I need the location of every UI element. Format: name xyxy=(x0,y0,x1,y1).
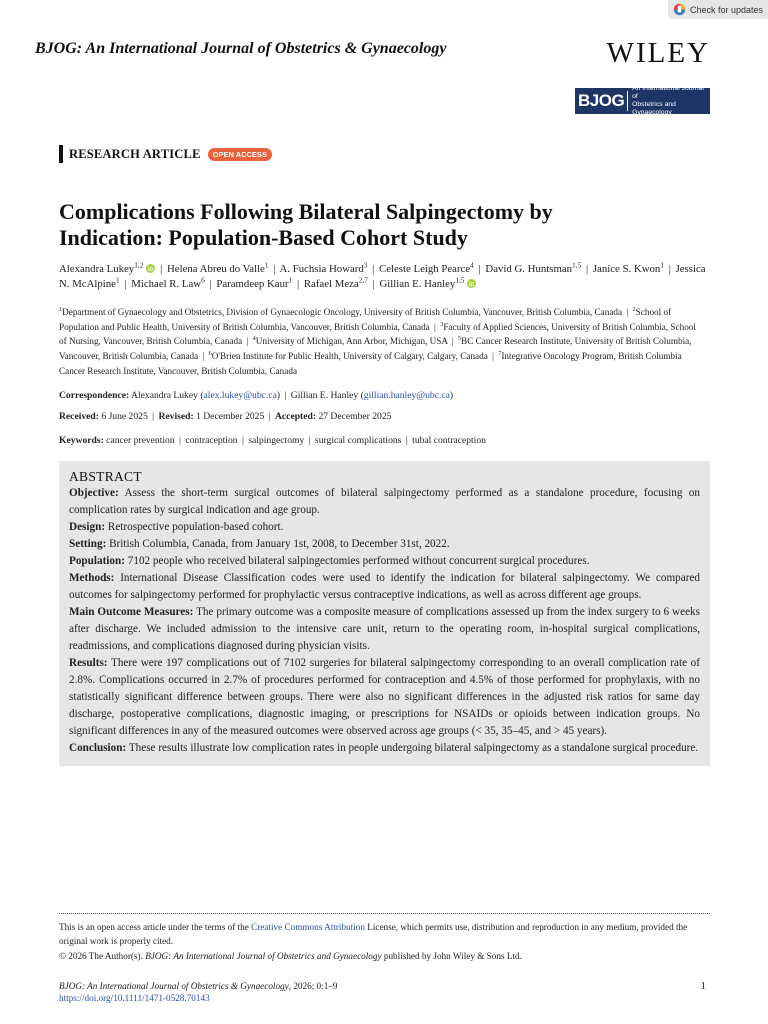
keyword-separator: | xyxy=(308,435,311,446)
keyword: cancer prevention xyxy=(106,435,175,446)
abstract-section xyxy=(69,519,700,536)
keyword-separator: | xyxy=(179,435,181,446)
email-link[interactable]: gillian.hanley@ubc.ca xyxy=(363,390,450,401)
accepted-label: Accepted: xyxy=(275,411,317,422)
article-type: RESEARCH ARTICLE xyxy=(69,146,201,161)
abstract-section-label: Results: xyxy=(69,657,108,669)
author-separator: | xyxy=(585,263,589,275)
accepted-date: 27 December 2025 xyxy=(318,411,392,422)
orcid-icon[interactable] xyxy=(467,279,476,288)
license-link[interactable]: Creative Commons Attribution xyxy=(251,922,365,932)
abstract-section-label: Population: xyxy=(69,555,125,567)
abstract-section-label: Main Outcome Measures: xyxy=(69,606,194,618)
abstract-section-label: Setting: xyxy=(69,538,107,550)
email-link[interactable]: alex.lukey@ubc.ca xyxy=(203,390,277,401)
affiliation-text: BC Cancer Research Institute, University of British Columbia, Vancouver, British Columbia, Canada xyxy=(59,336,692,362)
affiliation-separator: | xyxy=(202,351,205,362)
affiliation-text: School of Population and Public Health, University of British Columbia, Vancouver, British Columbia, Canada xyxy=(59,307,672,332)
author-affiliation-marker: 1 xyxy=(288,274,293,284)
license-note xyxy=(59,921,710,948)
journal-header: BJOG: An International Journal of Obstetrics & Gynaecology xyxy=(35,40,447,57)
journal-logo-tagline xyxy=(632,85,710,117)
affiliation-text: University of Michigan, Ann Arbor, Michigan, USA xyxy=(255,336,448,347)
author-name: Alexandra Lukey xyxy=(59,263,135,275)
correspondence-separator: | xyxy=(284,390,287,401)
revised-date: 1 December 2025 xyxy=(196,411,265,422)
paren: ( xyxy=(360,390,364,401)
check-for-updates-label: Check for updates xyxy=(690,4,764,15)
author-separator: | xyxy=(160,263,163,275)
affiliation-number: 1 xyxy=(59,305,63,313)
keyword: surgical complications xyxy=(315,435,402,446)
footer-divider xyxy=(59,913,710,914)
affiliation-number: 6 xyxy=(208,350,212,358)
abstract-section xyxy=(69,485,700,519)
affiliation-text: O'Brien Institute for Public Health, University of Calgary, Calgary, Canada xyxy=(211,351,488,362)
license-text: This is an open access article under the terms of the xyxy=(59,922,252,932)
author-name: Paramdeep Kaur xyxy=(216,277,289,290)
author xyxy=(59,260,144,275)
author-name: A. Fuchsia Howard xyxy=(279,263,364,275)
copyright-journal: BJOG: An International Journal of Obstetrics and Gynaecology xyxy=(145,951,382,961)
author-name: David G. Huntsman xyxy=(485,263,573,275)
correspondence-label: Correspondence: xyxy=(59,390,130,401)
keyword: salpingectomy xyxy=(248,435,305,446)
license-text: License, which permits use, distribution and reproduction in any medium, provided the original work is properly cited. xyxy=(59,922,688,946)
paren: ( xyxy=(200,390,204,401)
keywords xyxy=(59,434,486,447)
author-affiliation-marker: 3 xyxy=(363,260,368,270)
affiliation-separator: | xyxy=(492,351,494,362)
journal-logo xyxy=(575,85,710,116)
affiliation-text: Department of Gynaecology and Obstetrics, Division of Gynaecologic Oncology, University of British Columbia, Vancouver, British Columbia, Canada xyxy=(62,307,623,317)
abstract-section xyxy=(69,604,700,655)
keyword-separator: | xyxy=(405,435,408,446)
orcid-icon[interactable] xyxy=(146,264,155,273)
author-separator: | xyxy=(372,277,375,290)
abstract-section-label: Objective: xyxy=(69,487,119,499)
author xyxy=(379,260,474,275)
affiliation-number: 4 xyxy=(252,335,256,343)
article-dates xyxy=(59,410,391,423)
revised-label: Revised: xyxy=(158,411,194,422)
date-separator: | xyxy=(268,411,271,422)
author xyxy=(167,260,269,275)
author-name: Michael R. Law xyxy=(131,277,202,290)
author-separator: | xyxy=(124,277,127,290)
citation-line xyxy=(59,980,337,992)
article-title: Complications Following Bilateral Salpingectomy by Indication: Population-Based Cohort Study xyxy=(59,199,553,250)
author xyxy=(131,274,205,290)
correspondence xyxy=(59,389,453,402)
abstract-heading: ABSTRACT xyxy=(69,469,142,484)
affiliation xyxy=(209,351,488,361)
citation-journal: BJOG: An International Journal of Obstetrics & Gynaecology xyxy=(59,981,289,991)
author xyxy=(379,274,465,290)
abstract-section-text: The primary outcome was a composite measure of complications assessed up from the index surgery to 6 weeks after discharge. We included admission to the intensive care unit, return to the operating room, in-hospital surgical complications, readmissions, and complications diagnosed during physician visits. xyxy=(69,606,700,652)
author-affiliation-marker: 2,7 xyxy=(358,274,368,284)
keyword: tubal contraception xyxy=(412,435,486,446)
check-for-updates-button[interactable] xyxy=(668,0,768,19)
abstract-section-label: Methods: xyxy=(69,572,115,584)
author-separator: | xyxy=(372,263,375,275)
abstract-section-label: Conclusion: xyxy=(69,742,127,754)
received-date: 6 June 2025 xyxy=(101,411,148,422)
abstract-section-text: International Disease Classification codes were used to identify the indication for bilateral salpingectomy. We compared outcomes for salpingectomy performed for prophylactic versus contraceptive indications, as well as across different age groups. xyxy=(69,572,701,601)
affiliation-separator: | xyxy=(246,336,249,347)
keywords-label: Keywords: xyxy=(59,435,104,446)
affiliation-number: 7 xyxy=(498,350,502,358)
open-access-badge: OPEN ACCESS xyxy=(208,148,272,161)
correspondent-name: Gillian E. Hanley xyxy=(290,390,359,401)
date-separator: | xyxy=(152,411,155,422)
journal-logo-divider xyxy=(627,91,628,111)
affiliation-number: 5 xyxy=(457,335,462,343)
author-name: Helena Abreu do Valle xyxy=(167,263,265,275)
affiliation-separator: | xyxy=(434,321,436,332)
author-separator: | xyxy=(273,263,276,275)
author-affiliation-marker: 1,5 xyxy=(572,260,582,270)
author xyxy=(485,260,582,275)
author-name: Janice S. Kwon xyxy=(592,263,661,275)
correspondent-name: Alexandra Lukey xyxy=(131,390,198,401)
copyright-text: © 2026 The Author(s). xyxy=(59,951,146,961)
affiliation xyxy=(59,307,622,317)
abstract-section xyxy=(69,570,700,604)
abstract-section xyxy=(69,740,700,757)
abstract-section xyxy=(69,536,700,553)
affiliation-separator: | xyxy=(451,336,454,347)
affiliation-number: 3 xyxy=(440,320,444,328)
affiliation-list xyxy=(59,305,704,379)
author xyxy=(216,274,293,290)
received-label: Received: xyxy=(59,411,99,422)
publisher-logo: WILEY xyxy=(606,37,710,69)
author-affiliation-marker: 1,2 xyxy=(134,260,144,270)
author-affiliation-marker: 6 xyxy=(201,274,205,284)
page-number: 1 xyxy=(700,980,706,992)
journal-logo-line1: An International Journal of xyxy=(632,85,704,100)
citation-details: , 2026; 0:1–9 xyxy=(288,981,338,991)
abstract-section-text: These results illustrate low complication rates in people undergoing bilateral salpingectomy as a standalone surgical procedure. xyxy=(128,742,699,754)
author-separator: | xyxy=(209,277,212,290)
crossmark-icon xyxy=(673,3,686,16)
doi-link[interactable]: https://doi.org/10.1111/1471-0528.70143 xyxy=(59,993,210,1003)
article-type-row xyxy=(69,145,272,163)
abstract-section-text: British Columbia, Canada, from January 1st, 2008, to December 31st, 2022. xyxy=(109,538,450,550)
author-name: Rafael Meza xyxy=(303,277,359,290)
affiliation-number: 2 xyxy=(632,305,636,313)
abstract-box xyxy=(59,461,710,766)
abstract-section xyxy=(69,553,700,570)
abstract-section-text: Retrospective population-based cohort. xyxy=(107,521,284,533)
abstract-section xyxy=(69,655,700,740)
copyright-note xyxy=(59,950,710,963)
author xyxy=(303,274,368,290)
author xyxy=(279,260,368,275)
affiliation xyxy=(253,336,448,346)
author-affiliation-marker: 4 xyxy=(470,260,474,270)
author-separator: | xyxy=(296,277,300,290)
affiliation-text: Integrative Oncology Program, British Columbia Cancer Research Institute, Vancouver, British Columbia, Canada xyxy=(59,351,682,376)
author-affiliation-marker: 1 xyxy=(660,260,664,270)
article-type-bar xyxy=(59,145,63,163)
author-affiliation-marker: 1 xyxy=(115,274,120,284)
abstract-section-label: Design: xyxy=(69,521,106,533)
keyword-separator: | xyxy=(241,435,244,446)
journal-logo-line2: Obstetrics and Gynaecology xyxy=(632,101,676,116)
author-affiliation-marker: 1,5 xyxy=(455,274,465,284)
author-name: Jessica N. McAlpine xyxy=(59,263,706,290)
journal-logo-abbr: BJOG xyxy=(578,91,625,110)
paren: ) xyxy=(276,390,281,401)
author-name: Celeste Leigh Pearce xyxy=(379,263,471,275)
abstract-section-text: 7102 people who received bilateral salpingectomies performed without concurrent surgical procedures. xyxy=(127,555,590,567)
author-affiliation-marker: 1 xyxy=(264,260,269,270)
paren: ) xyxy=(449,390,454,401)
keyword: contraception xyxy=(185,435,238,446)
author-list xyxy=(59,262,711,291)
affiliation-text: Faculty of Applied Sciences, University of British Columbia, School of Nursing, Vancouver, British Columbia, Canada xyxy=(59,321,696,347)
author-separator: | xyxy=(668,263,671,275)
affiliation-separator: | xyxy=(626,307,629,317)
abstract-section-text: There were 197 complications out of 7102 surgeries for bilateral salpingectomy corresponding to an overall complication rate of 2.8%. Complications occurred in 2.7% of procedures performed for contraception and 4.5% of those performed for prophylaxis, with no statistically significant difference between groups. There were also no significant differences in the adjusted risk ratios for same day discharge, postoperative complications, diagnostic imaging, or prescriptions for NSAIDs or opioids between indication groups. No significant differences in any of the measured outcomes were observed across age groups (< 35, 35–45, and > 45 years). xyxy=(69,657,700,737)
author xyxy=(592,260,664,275)
copyright-text: published by John Wiley & Sons Ltd. xyxy=(381,951,522,961)
author-name: Gillian E. Hanley xyxy=(379,277,456,290)
abstract-section-text: Assess the short-term surgical outcomes of bilateral salpingectomy performed as a standalone procedure, focusing on complication rates by surgical indication and age group. xyxy=(69,487,700,516)
author-separator: | xyxy=(478,263,481,275)
